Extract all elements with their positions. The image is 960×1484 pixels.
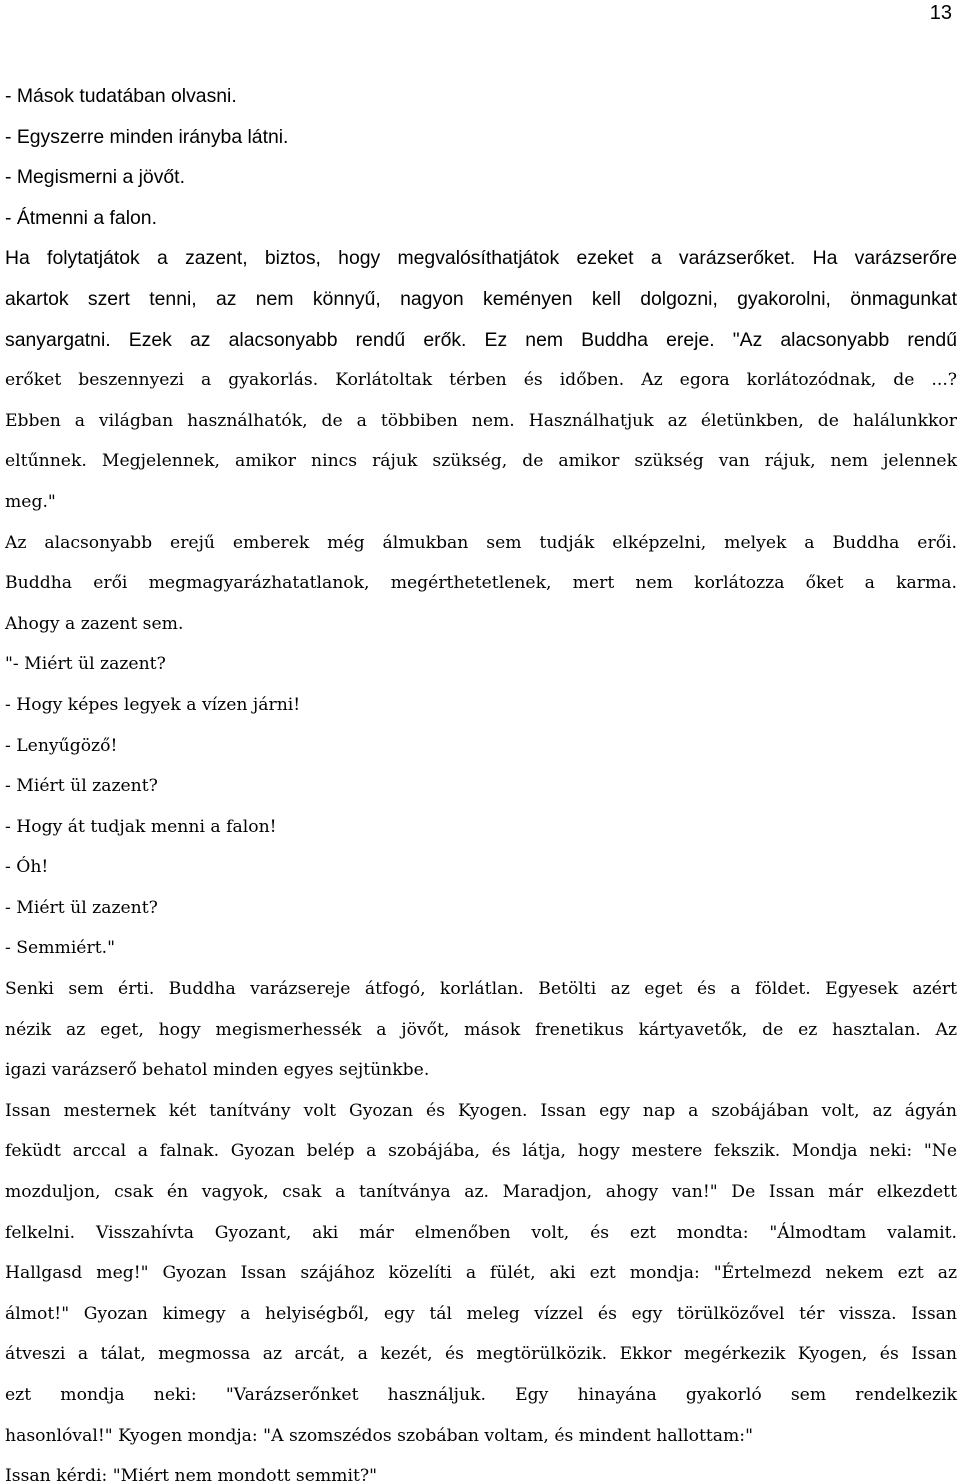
text-line: Issan kérdi: "Miért nem mondott semmit?": [5, 1466, 377, 1484]
text-line: mozduljon, csak én vagyok, csak a tanítványa az. Maradjon, ahogy van!" De Issan már elkezdett: [5, 1182, 957, 1203]
text-line: nézik az eget, hogy megismerhessék a jövőt, mások frenetikus kártyavetők, de ez hasztalan. Az: [5, 1019, 957, 1040]
text-line: Hallgasd meg!" Gyozan Issan szájához közelíti a fülét, aki ezt mondja: "Értelmezd nekem ezt az: [5, 1263, 957, 1284]
text-line: feküdt arccal a falnak. Gyozan belép a szobájába, és látja, hogy mestere fekszik. Mondja neki: "Ne: [5, 1141, 957, 1162]
text-line: sanyargatni. Ezek az alacsonyabb rendű erők. Ez nem Buddha ereje. "Az alacsonyabb rendű: [5, 328, 957, 351]
text-line: - Mások tudatában olvasni.: [5, 85, 237, 107]
text-line: igazi varázserő behatol minden egyes sejtünkbe.: [5, 1060, 430, 1081]
text-line: - Miért ül zazent?: [5, 897, 158, 918]
text-line: átveszi a tálat, megmossa az arcát, a kezét, és megtörülközik. Ekkor megérkezik Kyogen, és Issan: [5, 1344, 957, 1365]
text-line: Ha folytatjátok a zazent, biztos, hogy megvalósíthatjátok ezeket a varázserőket. Ha varázserőre: [5, 247, 957, 270]
text-line: álmot!" Gyozan kimegy a helyiségből, egy tál meleg vízzel és egy törülközővel tér vissza. Issan: [5, 1303, 957, 1324]
text-line: Az alacsonyabb erejű emberek még álmukban sem tudják elképzelni, melyek a Buddha erői.: [5, 532, 957, 553]
text-line: - Lenyűgöző!: [5, 735, 118, 756]
text-line: Issan mesternek két tanítvány volt Gyozan és Kyogen. Issan egy nap a szobájában volt, az ágyán: [5, 1100, 957, 1121]
text-line: ezt mondja neki: "Varázserőnket használjuk. Egy hinayána gyakorló sem rendelkezik: [5, 1385, 957, 1405]
text-line: meg.": [5, 491, 56, 512]
text-line: felkelni. Visszahívta Gyozant, aki már elmenőben volt, és ezt mondta: "Álmodtam valamit.: [5, 1222, 957, 1243]
text-line: - Egyszerre minden irányba látni.: [5, 125, 289, 148]
text-line: "- Miért ül zazent?: [5, 654, 166, 675]
text-line: eltűnnek. Megjelennek, amikor nincs rájuk szükség, de amikor szükség van rájuk, nem jelennek: [5, 451, 957, 472]
text-line: - Hogy át tudjak menni a falon!: [5, 816, 277, 837]
text-line: erőket beszennyezi a gyakorlás. Korlátoltak térben és időben. Az egora korlátozódnak, de ...?: [5, 370, 957, 391]
text-line: Buddha erői megmagyarázhatatlanok, megérthetetlenek, mert nem korlátozza őket a karma.: [5, 573, 957, 594]
text-line: hasonlóval!" Kyogen mondja: "A szomszédos szobában voltam, és mindent hallottam:": [5, 1425, 753, 1446]
body-text: [5, 81, 957, 1484]
text-line: - Átmenni a falon.: [5, 206, 157, 229]
text-line: - Hogy képes legyek a vízen járni!: [5, 694, 301, 715]
text-line: - Semmiért.": [5, 938, 115, 959]
text-line: - Megismerni a jövőt.: [5, 166, 185, 189]
text-line: Senki sem érti. Buddha varázsereje átfogó, korlátlan. Betölti az eget és a földet. Egyesek azért: [5, 979, 957, 1000]
text-line: Ahogy a zazent sem.: [5, 613, 184, 634]
text-line: Ebben a világban használhatók, de a többiben nem. Használhatjuk az életünkben, de halálunkkor: [5, 410, 957, 431]
page-number: 13: [929, 2, 952, 24]
text-line: - Miért ül zazent?: [5, 776, 158, 797]
text-line: - Óh!: [5, 857, 49, 878]
text-line: akartok szert tenni, az nem könnyű, nagyon keményen kell dolgozni, gyakorolni, önmagunkat: [5, 287, 957, 310]
